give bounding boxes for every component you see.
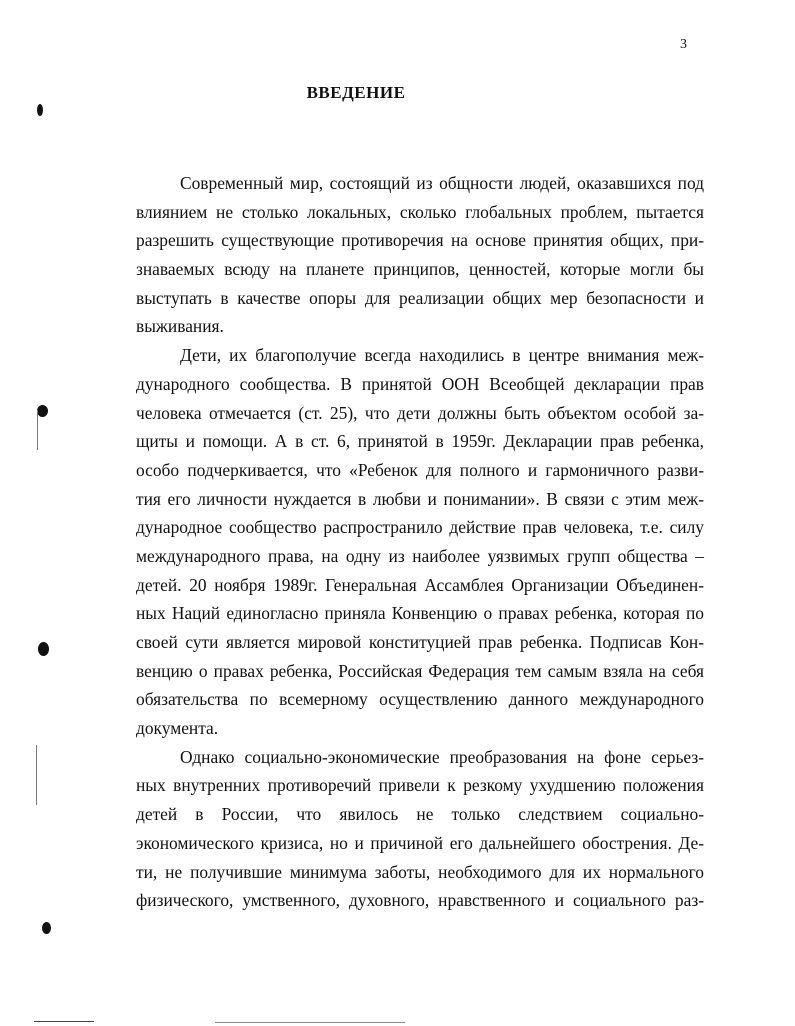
text-line: разрешить существующие противоречия на основе принятия общих, при- (136, 230, 704, 251)
text-line: физического, умственного, духовного, нравственного и социального раз- (136, 890, 704, 911)
text-line: влиянием не столько локальных, сколько глобальных проблем, пытается (136, 201, 704, 222)
text-line: документа. (136, 718, 219, 739)
paragraph-2 (136, 341, 704, 743)
text-line: выживания. (136, 316, 224, 337)
paragraph-1 (136, 169, 704, 341)
margin-scan-line (36, 745, 37, 805)
text-line: ти, не получившие минимума заботы, необходимого для их нормального (136, 861, 704, 882)
text-line: тия его личности нуждается в любви и понимании». В связи с этим меж- (136, 488, 704, 509)
paragraph-3 (136, 743, 704, 915)
text-line: человека отмечается (ст. 25), что дети должны быть объектом особой за- (136, 402, 704, 423)
text-line: дународного сообщества. В принятой ООН Всеобщей декларации прав (136, 373, 704, 394)
binder-hole-mark (38, 642, 49, 656)
text-line: детей в России, что явилось не только следствием социально- (136, 804, 704, 825)
text-line: венцию о правах ребенка, Российская Федерация тем самым взяла на себя (136, 660, 704, 681)
binder-hole-mark (37, 104, 43, 116)
text-line: Современный мир, состоящий из общности людей, оказавшихся под (180, 173, 704, 193)
text-line: Однако социально-экономические преобразования на фоне серьез- (180, 746, 704, 767)
text-line: щиты и помощи. А в ст. 6, принятой в 1959г. Декларации прав ребенка, (136, 431, 704, 452)
bottom-scan-line (34, 1021, 94, 1022)
page-title: ВВЕДЕНИЕ (306, 83, 406, 102)
text-line: особо подчеркивается, что «Ребенок для полного и гармоничного разви- (136, 459, 704, 480)
text-line: дународное сообщество распространило действие прав человека, т.е. силу (136, 517, 704, 538)
bottom-scan-line (215, 1022, 405, 1023)
text-line: ных внутренних противоречий привели к резкому ухудшению положения (136, 775, 704, 796)
binder-hole-mark (42, 922, 51, 934)
binder-hole-mark (37, 405, 48, 417)
text-line: детей. 20 ноября 1989г. Генеральная Ассамблея Организации Объединен- (136, 574, 704, 595)
margin-scan-line (37, 410, 38, 450)
document-body (136, 169, 704, 915)
page-number: 3 (680, 37, 687, 52)
text-line: знаваемых всюду на планете принципов, ценностей, которые могли бы (136, 259, 704, 280)
text-line: Дети, их благополучие всегда находились в центре внимания меж- (180, 345, 704, 366)
text-line: выступать в качестве опоры для реализации общих мер безопасности и (136, 287, 704, 308)
text-line: ных Наций единогласно приняла Конвенцию о правах ребенка, которая по (136, 603, 704, 624)
text-line: своей сути является мировой конституцией прав ребенка. Подписав Кон- (136, 632, 704, 652)
text-line: экономического кризиса, но и причиной его дальнейшего обострения. Де- (136, 832, 704, 853)
text-line: международного права, на одну из наиболее уязвимых групп общества – (136, 545, 704, 566)
text-line: обязательства по всемерному осуществлению данного международного (136, 689, 704, 710)
